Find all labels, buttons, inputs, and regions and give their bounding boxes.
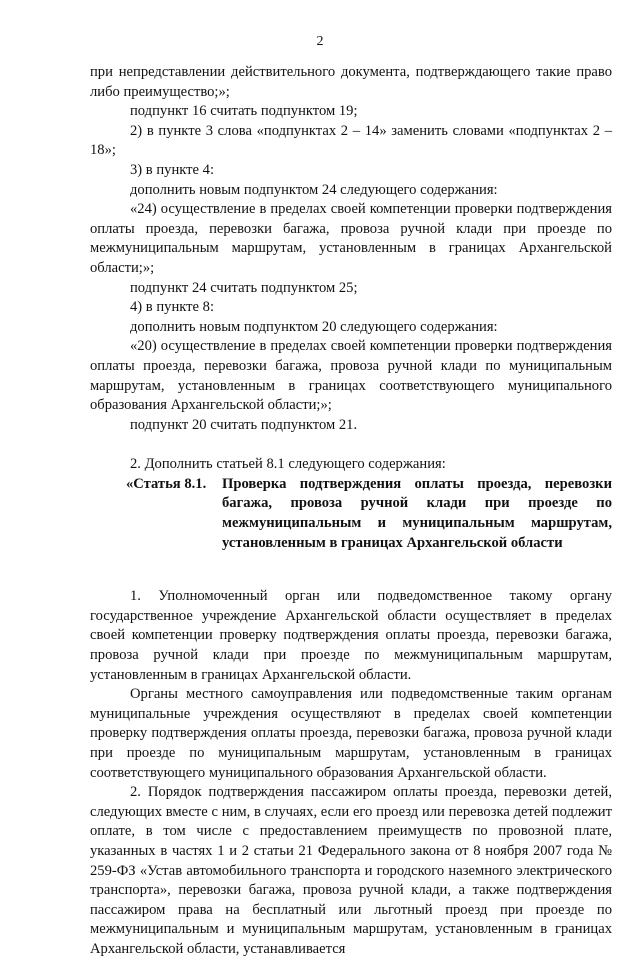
paragraph: 1. Уполномоченный орган или подведомственное такому органу государственное учреждение Архангельской области осуществляет в пределах своей компетенции проверку подтверждения оплаты проезда, перевозки багажа, провоза ручной клади при проезде по межмуниципальным маршрутам, установленным в границах Архангельской области. (90, 588, 612, 683)
document-body (90, 63, 612, 960)
page-number: 2 (316, 34, 324, 49)
article-heading (126, 475, 612, 553)
article-label: «Статья 8.1. (126, 475, 207, 492)
paragraph: подпункт 24 считать подпунктом 25; (130, 279, 358, 296)
paragraph: Органы местного самоуправления или подведомственные таким органам муниципальные учреждения осуществляют в пределах своей компетенции проверку подтверждения оплаты проезда, перевозки багажа, провоза ручной клади при проезде по муниципальным маршрутам, установленным в границах соответствующего муниципального образования Архангельской области. (90, 686, 612, 781)
paragraph: «24) осуществление в пределах своей компетенции проверки подтверждения оплаты проезда, перевозки багажа, провоза ручной клади при проезде по межмуниципальным маршрутам, установленным в границах Архангельской области;»; (90, 201, 612, 276)
paragraph: дополнить новым подпунктом 24 следующего содержания: (130, 181, 498, 198)
paragraph: 3) в пункте 4: (130, 161, 215, 178)
paragraph: «20) осуществление в пределах своей компетенции проверки подтверждения оплаты проезда, перевозки багажа, провоза ручной клади по муниципальным маршрутам, установленным в границах соответствующего муниципального образования Архангельской области;»; (90, 338, 612, 414)
section-intro: 2. Дополнить статьей 8.1 следующего содержания: (130, 456, 446, 473)
paragraph: подпункт 16 считать подпунктом 19; (130, 103, 358, 120)
article-title: Проверка подтверждения оплаты проезда, перевозки багажа, провоза ручной клади при проезде по межмуниципальным и муниципальным маршрутам, установленным в границах Архангельской области (222, 475, 612, 551)
paragraph: подпункт 20 считать подпунктом 21. (130, 416, 358, 433)
paragraph: 4) в пункте 8: (130, 299, 215, 316)
paragraph: 2) в пункте 3 слова «подпунктах 2 – 14» заменить словами «подпунктах 2 – 18»; (90, 122, 612, 159)
paragraph: дополнить новым подпунктом 20 следующего содержания: (130, 318, 498, 335)
paragraph: при непредставлении действительного документа, подтверждающего такие право либо преимущество;»; (90, 64, 612, 100)
paragraph: 2. Порядок подтверждения пассажиром оплаты проезда, перевозки детей, следующих вместе с ним, в случаях, если его проезд или перевозка детей подлежит оплате, в том числе с предоставлением преимуществ по провозной плате, указанных в частях 1 и 2 статьи 21 Федерального закона от 8 ноября 2007 года № 259-ФЗ «Устав автомобильного транспорта и городского наземного электрического транспорта», перевозки багажа, провоза ручной клади, а также подтверждения пассажиром права на бесплатный или льготный проезд при проезде по межмуниципальным и муниципальным маршрутам, установленным в границах Архангельской области, устанавливается (90, 784, 612, 957)
